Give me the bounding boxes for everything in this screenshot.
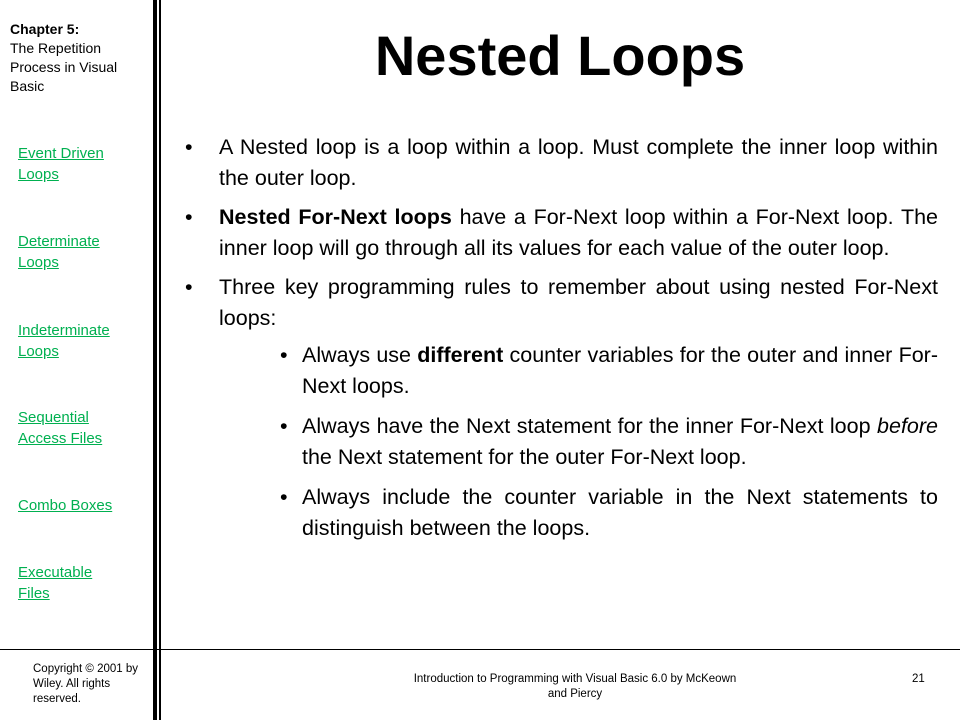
bullet-bold-text: Nested For-Next loops <box>219 205 452 229</box>
sub-bullet-text: Always include the counter variable in the Next statements to distinguish between the loops. <box>302 485 938 540</box>
bullet-item <box>185 202 938 264</box>
sub-bullet-item <box>280 411 938 473</box>
nav-link-determinate-loops[interactable] <box>18 231 148 273</box>
bullet-text: A Nested loop is a loop within a loop. Must complete the inner loop within the outer loop. <box>219 135 938 190</box>
sub-bullet-text: Always use <box>302 343 418 367</box>
chapter-subtitle: The Repetition Process in Visual Basic <box>10 40 118 94</box>
sub-bullet-text: counter variables for the outer and inner For-Next loops. <box>302 343 938 398</box>
sub-bullet-text: Always have the Next statement for the inner For-Next loop <box>302 414 878 438</box>
chapter-label: Chapter 5: <box>10 21 80 37</box>
nav-link-line: Sequential <box>18 409 89 426</box>
sidebar-divider <box>153 0 157 720</box>
bullet-glyph: • <box>185 205 193 229</box>
slide-page-number: 21 <box>912 673 925 685</box>
bullet-glyph: • <box>280 414 288 438</box>
nav-link-line: Indeterminate <box>18 322 110 339</box>
nav-link-line: Combo Boxes <box>18 497 113 514</box>
nav-link-line: Loops <box>18 254 59 271</box>
footer-divider <box>0 649 960 650</box>
bullet-item <box>185 272 938 334</box>
bullet-text: Three key programming rules to remember about using nested For-Next loops: <box>219 275 938 330</box>
nav-link-sequential-access-files[interactable] <box>18 407 148 449</box>
nav-link-line: Executable <box>18 564 93 581</box>
nav-link-line: Determinate <box>18 233 100 250</box>
sub-bullet-bold-text: different <box>417 343 504 367</box>
sub-bullet-text: the Next statement for the outer For-Next loop. <box>302 445 747 469</box>
sub-bullet-italic-text: before <box>877 414 938 438</box>
nav-link-line: Loops <box>18 343 59 360</box>
nav-link-line: Loops <box>18 166 59 183</box>
bullet-glyph: • <box>280 343 288 367</box>
footer-copyright: Copyright © 2001 by Wiley. All rights reserved. <box>33 663 139 705</box>
bullet-text: have a For-Next loop within a For-Next loop. The inner loop will go through all its values for each value of the outer loop. <box>219 205 938 260</box>
bullet-item <box>185 132 938 194</box>
sub-bullet-item <box>280 482 938 544</box>
nav-link-executable-files[interactable] <box>18 562 148 604</box>
sub-bullet-list <box>280 340 938 544</box>
nav-link-line: Files <box>18 585 50 602</box>
footer-course-title: Introduction to Programming with Visual Basic 6.0 by McKeown and Piercy <box>413 673 737 700</box>
sidebar <box>0 0 152 648</box>
sidebar-divider <box>159 0 161 720</box>
bullet-glyph: • <box>280 485 288 509</box>
bullet-glyph: • <box>185 135 193 159</box>
nav-link-line: Access Files <box>18 430 103 447</box>
nav-link-line: Event Driven <box>18 145 104 162</box>
sub-bullet-item <box>280 340 938 402</box>
bullet-list <box>185 132 938 553</box>
chapter-heading <box>10 20 140 96</box>
bullet-glyph: • <box>185 275 193 299</box>
nav-link-event-driven-loops[interactable] <box>18 143 148 185</box>
slide-title: Nested Loops <box>374 24 746 87</box>
nav-link-combo-boxes[interactable] <box>18 495 148 516</box>
nav-link-indeterminate-loops[interactable] <box>18 320 148 362</box>
